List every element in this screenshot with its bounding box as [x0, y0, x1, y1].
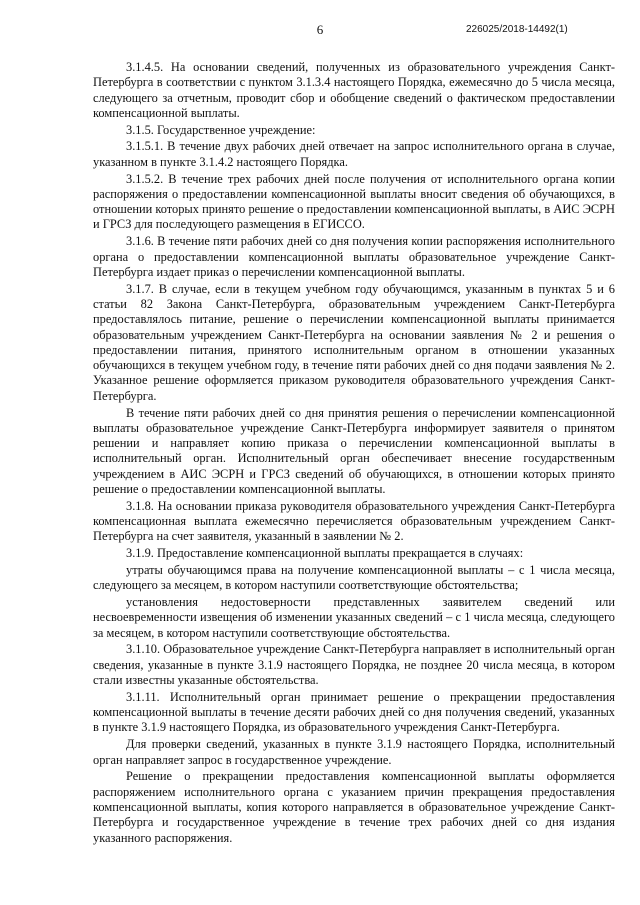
document-id: 226025/2018-14492(1)	[466, 24, 568, 35]
paragraph-3-1-5: 3.1.5. Государственное учреждение:	[126, 122, 316, 137]
paragraph-3-1-9-case-2: установления недостоверности представленных заявителем сведений или несвоевременности извещения об изменении указанных сведений – с 1 числа месяца, следующего за месяцем, в котором наступили соответствующие обстоятельства.	[93, 595, 615, 640]
paragraph-3-1-9: 3.1.9. Предоставление компенсационной выплаты прекращается в случаях:	[126, 546, 524, 561]
paragraph-3-1-6: 3.1.6. В течение пяти рабочих дней со дня получения копии распоряжения исполнительного органа о предоставлении компенсационной выплаты образовательное учреждение Санкт-Петербурга издает приказ о перечислении компенсационной выплаты.	[93, 234, 615, 279]
paragraph-3-1-4-5: 3.1.4.5. На основании сведений, полученных из образовательного учреждения Санкт-Петербурга в соответствии с пунктом 3.1.3.4 настоящего Порядка, ежемесячно до 5 числа месяца, следующего за отчетным, проводит сбор и обобщение сведений о фактическом предоставлении компенсационной выплаты.	[93, 60, 615, 120]
document-body	[93, 60, 615, 847]
paragraph-3-1-8: 3.1.8. На основании приказа руководителя образовательного учреждения Санкт-Петербурга компенсационная выплата ежемесячно перечисляется образовательным учреждением Санкт-Петербурга на счет заявителя, указанный в заявлении № 2.	[93, 498, 615, 544]
page-number: 6	[316, 22, 324, 37]
paragraph-3-1-7: 3.1.7. В случае, если в текущем учебном году обучающимся, указанным в пунктах 5 и 6 статьи 82 Закона Санкт-Петербурга, образовательным учреждением Санкт-Петербурга предоставлялось питание, решение о перечислении компенсационной выплаты принимается образовательным учреждением Санкт-Петербурга на основании заявления № 2 и решения о предоставлении питания, принятого исполнительным органом в отношении указанных обучающихся в текущем учебном году, в течение пяти рабочих дней со дня подачи заявления № 2. Указанное решение оформляется приказом руководителя образовательного учреждения Санкт-Петербурга.	[93, 281, 615, 403]
paragraph-3-1-10: 3.1.10. Образовательное учреждение Санкт-Петербурга направляет в исполнительный орган сведения, указанные в пункте 3.1.9 настоящего Порядка, не позднее 20 числа месяца, в котором стали известны указанные обстоятельства.	[93, 642, 615, 688]
paragraph-3-1-5-1: 3.1.5.1. В течение двух рабочих дней отвечает на запрос исполнительного органа в случае, указанном в пункте 3.1.4.2 настоящего Порядка.	[93, 139, 615, 169]
paragraph-3-1-11-decision: Решение о прекращении предоставления компенсационной выплаты оформляется распоряжением исполнительного органа с указанием причин прекращения предоставления компенсационной выплаты, копия которого направляется в образовательное учреждение Санкт-Петербурга и государственное учреждение в течение трех рабочих дней со дня издания указанного распоряжения.	[93, 769, 615, 845]
paragraph-3-1-5-2: 3.1.5.2. В течение трех рабочих дней после получения от исполнительного органа копии распоряжения о предоставлении компенсационной выплаты вносит сведения об обучающихся, в отношении которых принято решение о предоставлении компенсационной выплаты, в АИС ЭСРН и ГРСЗ для последующего размещения в ЕГИССО.	[93, 171, 615, 232]
paragraph-3-1-7-notification: В течение пяти рабочих дней со дня принятия решения о перечислении компенсационной выплаты образовательное учреждение Санкт-Петербурга информирует заявителя о принятом решении и направляет копию приказа о перечислении компенсационной выплаты в исполнительный орган. Исполнительный орган обеспечивает внесение государственным учреждением в АИС ЭСРН и ГРСЗ сведений об обучающихся, в отношении которых принято решение о предоставлении компенсационной выплаты.	[93, 405, 615, 497]
paragraph-3-1-11-verification: Для проверки сведений, указанных в пункте 3.1.9 настоящего Порядка, исполнительный орган направляет запрос в государственное учреждение.	[93, 737, 615, 767]
paragraph-3-1-11: 3.1.11. Исполнительный орган принимает решение о прекращении предоставления компенсационной выплаты в течение десяти рабочих дней со дня получения сведений, указанных в пункте 3.1.9 настоящего Порядка, из образовательного учреждения Санкт-Петербурга.	[93, 689, 615, 735]
paragraph-3-1-9-case-1: утраты обучающимся права на получение компенсационной выплаты – с 1 числа месяца, следующего за месяцем, в котором наступили соответствующие обстоятельства;	[93, 563, 615, 593]
